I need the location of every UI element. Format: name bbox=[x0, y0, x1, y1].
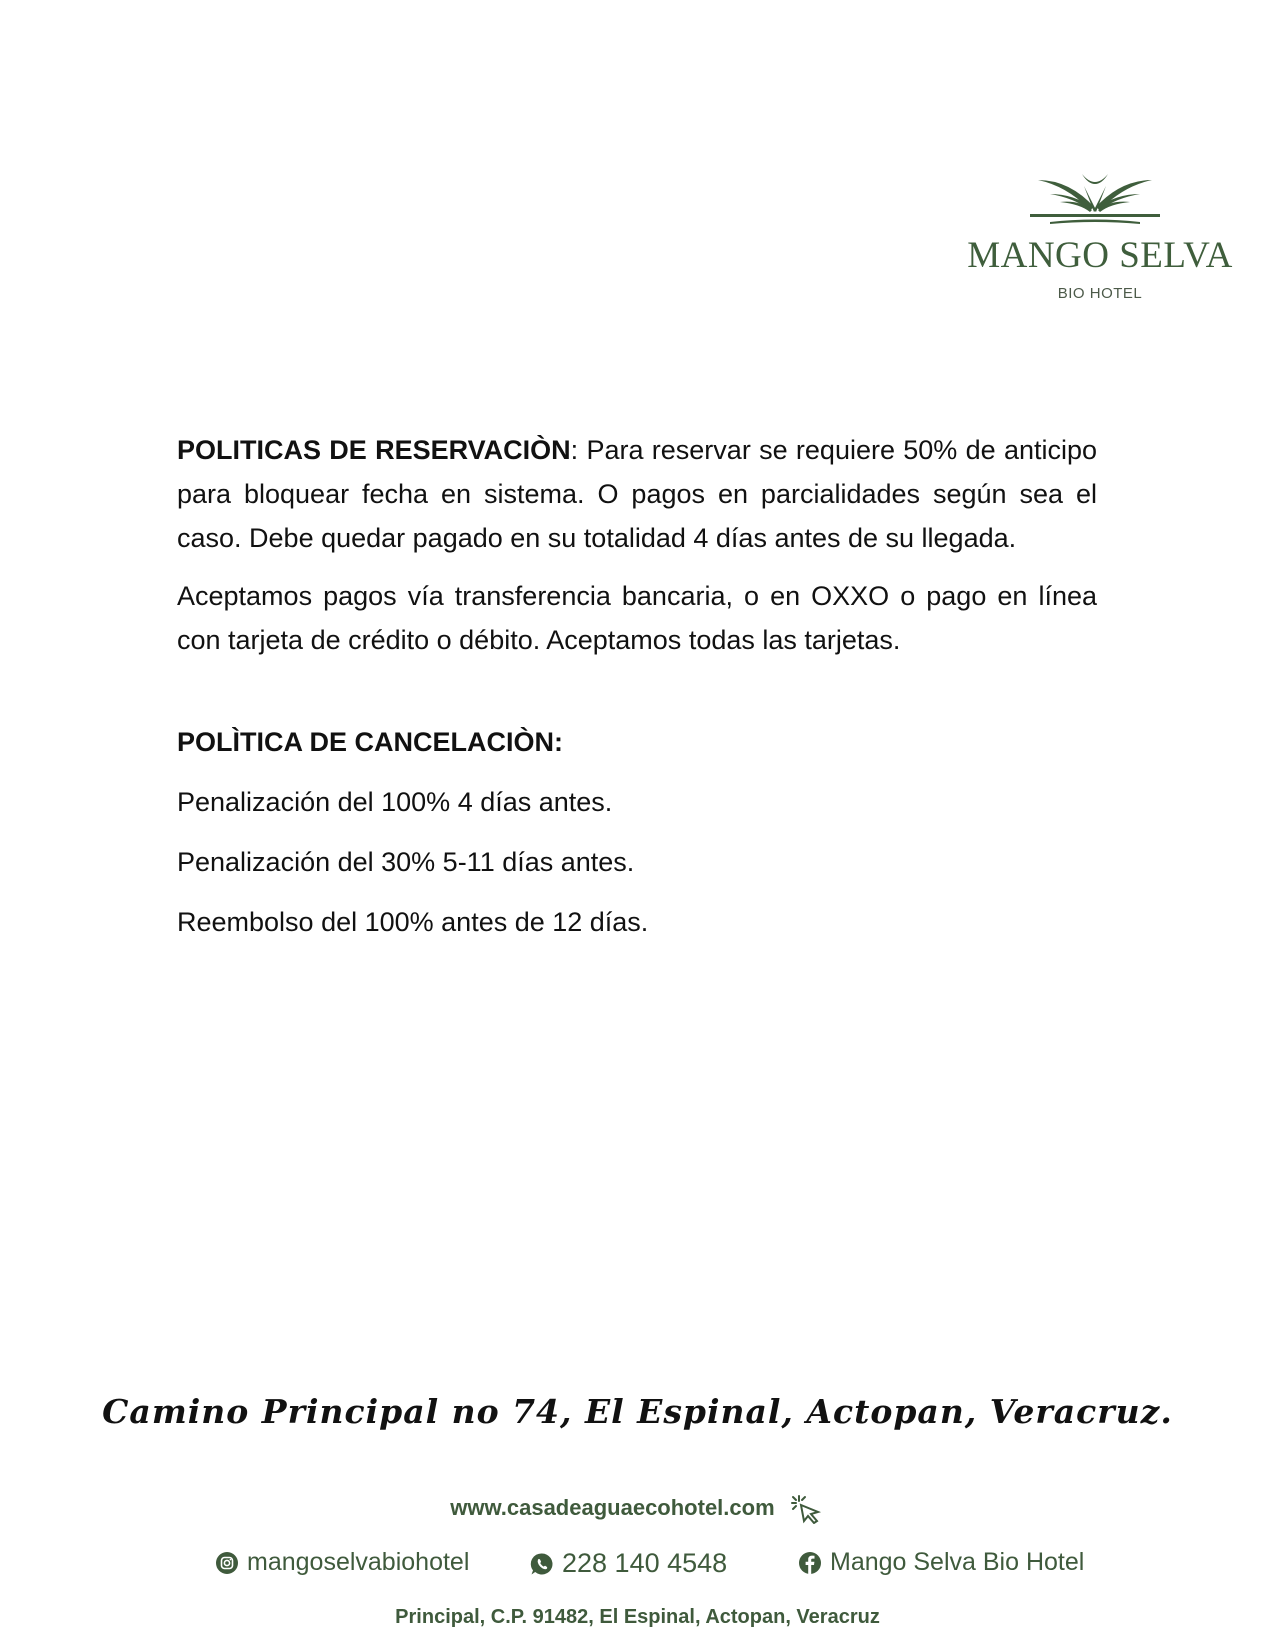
cancellation-item: Penalización del 30% 5-11 días antes. bbox=[177, 847, 635, 877]
policy-content bbox=[177, 428, 1097, 960]
reservation-heading: POLITICAS DE RESERVACIÒN bbox=[177, 435, 571, 465]
footer-website[interactable] bbox=[0, 1494, 1275, 1524]
reservation-text: : Para reservar se requiere 50% de anticipo para bloquear fecha en sistema. O pagos en parcialidades según sea el caso. Debe quedar pagado en su totalidad 4 días antes de su llegada. bbox=[177, 435, 1098, 553]
phone-contact[interactable] bbox=[530, 1548, 727, 1579]
agave-leaf-icon bbox=[1030, 170, 1160, 226]
reservation-paragraph bbox=[177, 428, 1097, 560]
phone-number: 228 140 4548 bbox=[562, 1548, 728, 1578]
footer-address: Camino Principal no 74, El Espinal, Actopan, Veracruz. bbox=[102, 1392, 1173, 1431]
facebook-page: Mango Selva Bio Hotel bbox=[830, 1548, 1085, 1576]
cancellation-item: Penalización del 100% 4 días antes. bbox=[177, 787, 613, 817]
instagram-icon bbox=[215, 1551, 239, 1575]
instagram-handle: mangoselvabiohotel bbox=[247, 1548, 470, 1576]
payment-paragraph: Aceptamos pagos vía transferencia bancaria, o en OXXO o pago en línea con tarjeta de crédito o débito. Aceptamos todas las tarjetas. bbox=[177, 581, 1097, 655]
hotel-logo bbox=[960, 170, 1240, 310]
cursor-click-icon bbox=[791, 1494, 825, 1524]
instagram-contact[interactable] bbox=[215, 1548, 469, 1577]
footer-contacts bbox=[215, 1548, 1095, 1588]
facebook-icon bbox=[798, 1551, 822, 1575]
website-link[interactable]: www.casadeaguaecohotel.com bbox=[450, 1494, 775, 1520]
logo-name: MANGO SELVA bbox=[967, 235, 1233, 276]
facebook-contact[interactable] bbox=[798, 1548, 1084, 1577]
cancellation-heading: POLÌTICA DE CANCELACIÒN: bbox=[177, 727, 563, 757]
cancellation-item: Reembolso del 100% antes de 12 días. bbox=[177, 907, 649, 937]
logo-subtitle: BIO HOTEL bbox=[1057, 285, 1143, 302]
whatsapp-icon bbox=[530, 1552, 554, 1576]
footer-postal: Principal, C.P. 91482, El Espinal, Actopan, Veracruz bbox=[395, 1606, 880, 1628]
